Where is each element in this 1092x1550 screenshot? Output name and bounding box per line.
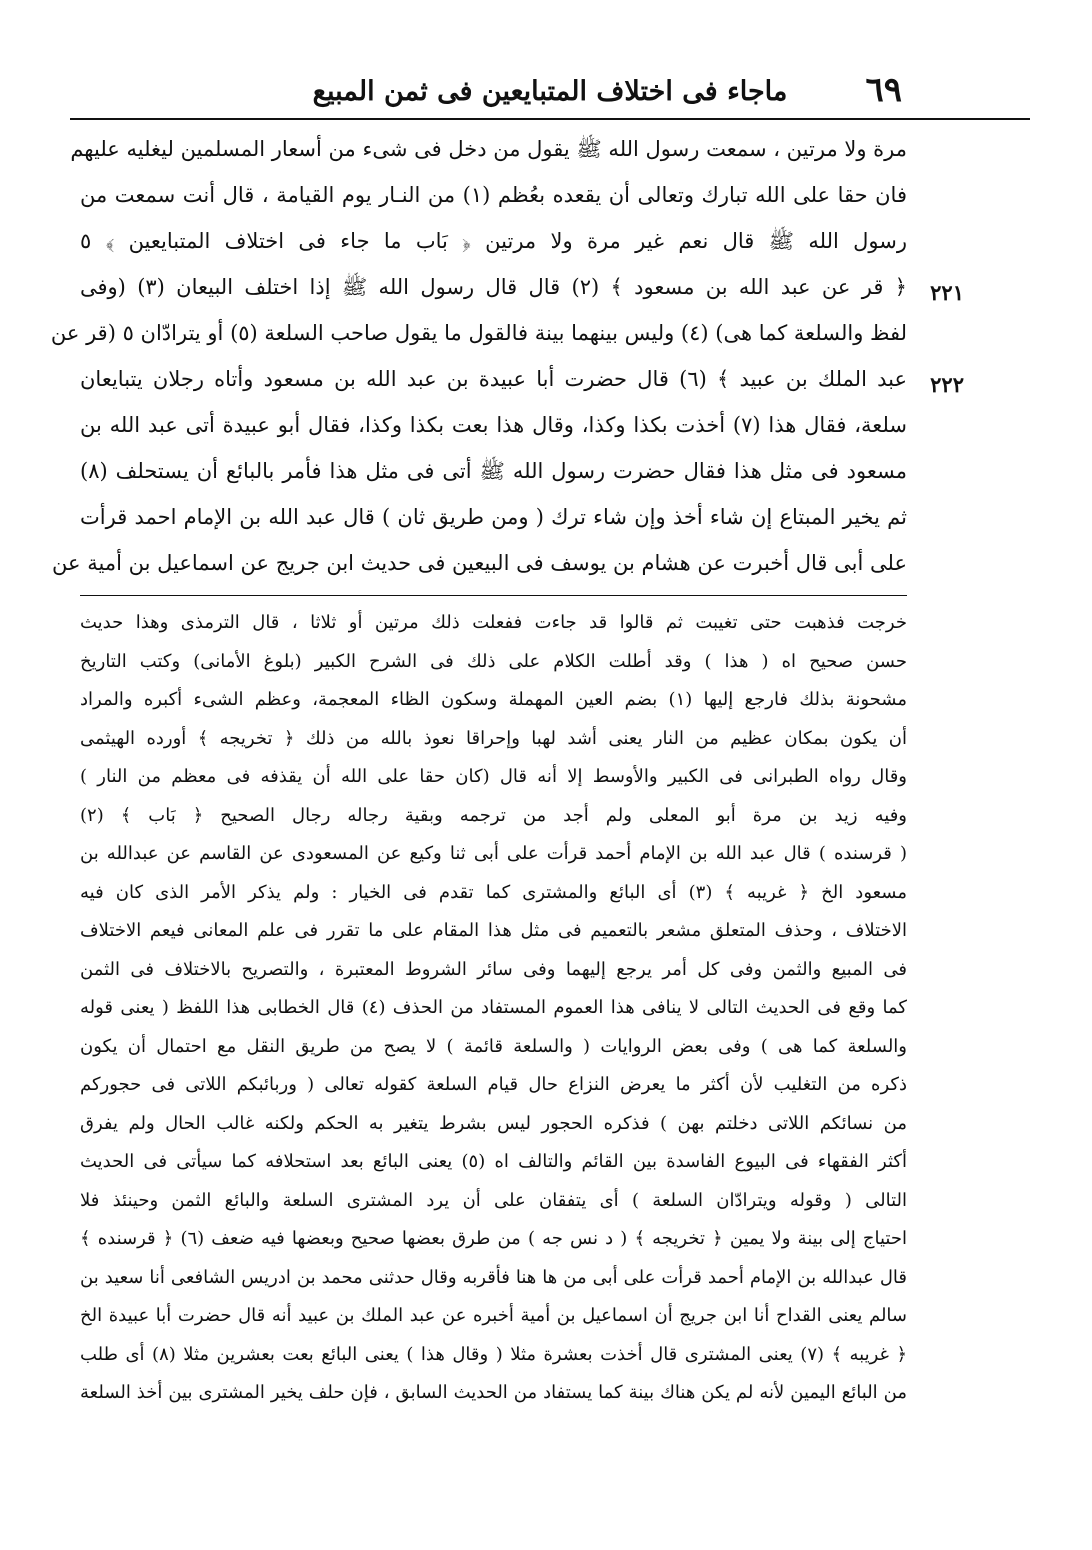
main-text-line: مرة ولا مرتين ، سمعت رسول الله ﷺ يقول من دخل فى شىء من أسعار المسلمين ليغليه عليهم <box>70 137 907 161</box>
main-text-line: فان حقا على الله تبارك وتعالى أن يقعده بعُظم (١) من النـار يوم القيامة ، قال أنت سمعت من <box>80 183 907 207</box>
footnote-line: التالى ( وقوله ويترادّان السلعة ) أى يتفقان على أن يرد المشترى السلعة والبائع الثمن وحينئذ فلا <box>80 1189 907 1211</box>
footnote-line: سالم يعنى القداح أنا ابن جريج أن اسماعيل بن أمية أخبره عن عبد الملك بن عبيد أنه قال حضرت أبا عبيدة الخ <box>80 1305 907 1326</box>
footnote-line: كما وقع فى الحديث التالى لا ينافى هذا العموم المستفاد من الحذف (٤) قال الخطابى هذا اللفظ ( يعنى قوله <box>80 997 908 1018</box>
footnote-line: احتياج إلى بينة ولا يمين ﴿ تخريجه ﴾ ( د نس جه ) من طرق بعضها صحيح وبعضها فيه ضعف (٦) ﴿ قرسنده ﴾ <box>80 1228 907 1249</box>
page-number: ٦٩ <box>865 70 902 110</box>
footnote-line: والسلعة كما هى ) وفى بعض الروايات ( والسلعة قائمة ) لا يصح من طريق النقل مع احتمال أن يكون <box>80 1035 907 1057</box>
footnote-line: من نسائكم اللاتى دخلتم بهن ) فذكره الحجور ليس بشرط يتغير به الحكم ولكنه غالب الحال ولم يفرق <box>80 1112 907 1134</box>
page-header <box>70 68 1030 120</box>
main-text-line: ﴿ قر عن عبد الله بن مسعود ﴾ (٢) قال قال رسول الله ﷺ إذا اختلف البيعان (٣) (وفى <box>80 275 907 299</box>
hadith-number: ٢٢١ <box>930 280 964 305</box>
footnote-line: وقال رواه الطبرانى فى الكبير والأوسط إلا أنه قال (كان حقا على الله أن يقذفه فى معظم من النار ) <box>80 766 907 787</box>
footnote-line: حسن صحيح اه ( هذا ) وقد أطلت الكلام على ذلك فى الشرح الكبير (بلوغ الأمانى) وكتب التاريخ <box>80 650 907 672</box>
footnote-line: ذكره من التغليب لأن أكثر ما يعرض النزاع حال قيام السلعة كقوله تعالى ( وربائبكم اللاتى فى حجوركم <box>80 1074 907 1095</box>
footnote-line: قال عبدالله بن الإمام أحمد قرأت على أبى من ها هنا فأقربه وقال حدثنى محمد بن ادريس الشافعى أنا سعيد بن <box>80 1266 907 1288</box>
running-title: ماجاء فى اختلاف المتبايعين فى ثمن المبيع <box>312 76 788 107</box>
main-text-line: سلعة، فقال هذا (٧) أخذت بكذا وكذا، وقال هذا بعت بكذا وكذا، فقال أبو عبيدة أتى عبد الله بن <box>80 413 907 437</box>
footnote-line: ( قرسنده ) قال عبد الله بن الإمام أحمد قرأت على أبى ثنا وكيع عن المسعودى عن القاسم عن عبدالله بن <box>80 843 907 864</box>
footnote-line: خرجت فذهبت حتى تغيبت ثم قالوا قد جاءت ففعلت ذلك مرتين أو ثلاثا ، قال الترمذى وهذا حديث <box>80 612 907 633</box>
main-text-line: ثم يخير المبتاع إن شاء أخذ وإن شاء ترك ( ومن طريق ثان ) قال عبد الله بن الإمام احمد قرأت <box>80 505 907 529</box>
main-text-line: مسعود فى مثل هذا فقال حضرت رسول الله ﷺ أتى فى مثل هذا فأمر بالبائع أن يستحلف (٨) <box>80 459 907 483</box>
footnote-line: مشحونة بذلك فارجع إليها (١) بضم العين المهملة وسكون الظاء المعجمة، وعظم الشىء أكبره والمراد <box>80 689 907 710</box>
footnote-line: مسعود الخ ﴿ غريبه ﴾ (٣) أى البائع والمشترى كما تقدم فى الخيار : ولم يذكر الأمر الذى كان فيه <box>80 881 908 903</box>
footnote-divider <box>80 595 907 596</box>
main-text-line: عبد الملك بن عبيد ﴾ (٦) قال حضرت أبا عبيدة بن عبد الله بن مسعود وأتاه رجلان يتبايعان <box>80 367 907 391</box>
footnote-line: أكثر الفقهاء فى البيوع الفاسدة بين القائم والتالف اه (٥) يعنى البائع بعد استحلافه كما سيأتى فى الحديث <box>80 1151 907 1172</box>
main-text-line: لفظ والسلعة كما هى) (٤) وليس بينهما بينة فالقول ما يقول صاحب السلعة (٥) أو يترادّان ٥ (قر عن <box>50 321 907 345</box>
footnote-line: الاختلاف ، وحذف المتعلق مشعر بالتعميم فى مثل هذا المقام على ما تقرر فى علم المعانى فيعم الاختلاف <box>80 920 907 941</box>
main-text-line: على أبى قال أخبرت عن هشام بن يوسف فى البيعين فى حديث ابن جريج عن اسماعيل بن أمية عن <box>52 551 907 575</box>
hadith-number: ٢٢٢ <box>930 372 964 397</box>
footnote-line: فى المبيع والثمن وفى كل أمر يرجع إليهما وفى سائر الشروط المعتبرة ، والتصريح بالاختلاف فى الثمن <box>80 958 907 980</box>
main-text <box>50 126 907 586</box>
main-text-line: رسول الله ﷺ قال نعم غير مرة ولا مرتين ﴿ بَاب ما جاء فى اختلاف المتبايعين ﴾ ٥ <box>80 229 907 253</box>
footnote-line: من البائع اليمين لأنه لم يكن هناك بينة كما يستفاد من الحديث السابق ، فإن حلف يخير المشترى بين أخذ السلعة <box>80 1382 907 1403</box>
footnote-line: ﴿ غريبه ﴾ (٧) يعنى المشترى قال أخذت بعشرة مثلا ( وقال هذا ) يعنى البائع بعت بعشرين مثلا (٨) أى طلب <box>80 1343 908 1365</box>
footnote-line: أن يكون بمكان عظيم من النار يعنى أشد لهبا وإحراقا نعوذ بالله من ذلك ﴿ تخريجه ﴾ أورده الهيثمى <box>80 727 907 749</box>
footnotes <box>80 604 907 1413</box>
footnote-line: وفيه زيد بن مرة أبو المعلى ولم أجد من ترجمه وبقية رجاله رجال الصحيح ﴿ بَاب ﴾ (٢) <box>80 804 907 826</box>
